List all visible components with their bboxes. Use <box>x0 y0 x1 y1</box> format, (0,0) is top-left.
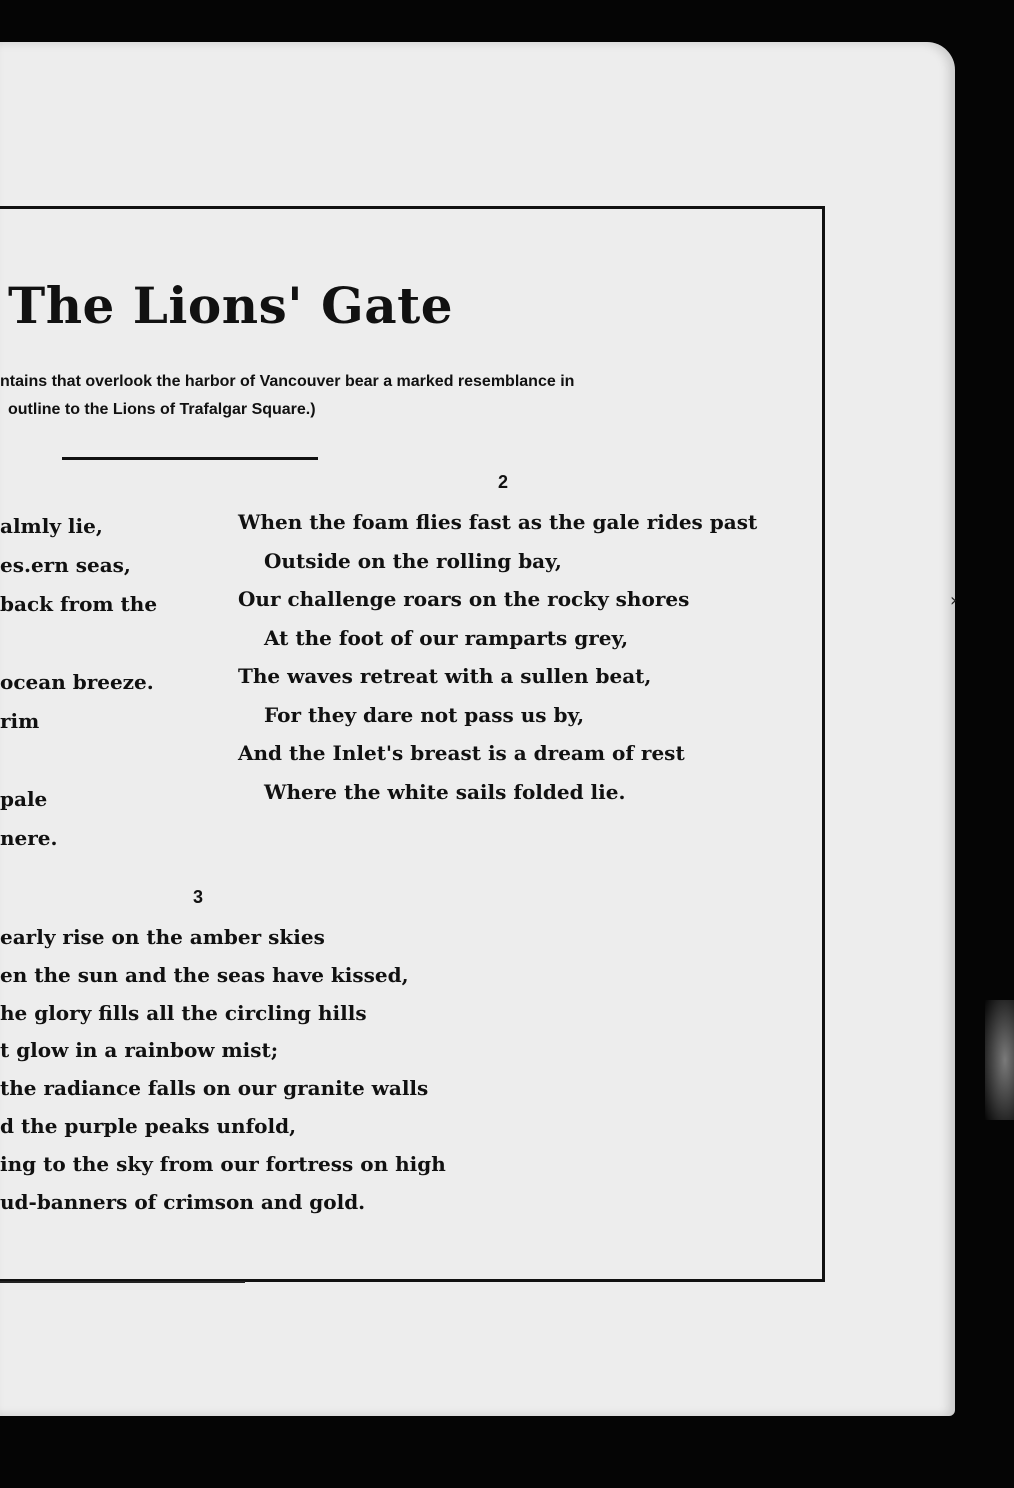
verse-line: For they dare not pass us by, <box>264 702 585 727</box>
verse-line: almly lie, <box>0 514 103 538</box>
verse-line: And the Inlet's breast is a dream of rest <box>238 741 685 765</box>
title-divider <box>62 457 318 460</box>
stanza-1-partial <box>0 507 157 858</box>
verse-line: Our challenge roars on the rocky shores <box>238 587 690 611</box>
verse-line: ud-banners of crimson and gold. <box>0 1189 366 1214</box>
verse-line: Outside on the rolling bay, <box>264 548 562 573</box>
stanza-2 <box>238 503 757 811</box>
verse-line: When the foam flies fast as the gale rides past <box>238 510 758 534</box>
verse-line: ocean breeze. <box>0 670 154 694</box>
poem-title: The Lions' Gate <box>8 276 453 335</box>
verse-line: At the foot of our ramparts grey, <box>264 625 629 650</box>
stanza-3 <box>0 919 446 1221</box>
verse-line: The waves retreat with a sullen beat, <box>238 664 652 688</box>
note-line-2: outline to the Lions of Trafalgar Square.) <box>8 401 316 418</box>
verse-line: pale <box>0 787 48 811</box>
verse-line: he glory fills all the circling hills <box>0 1000 367 1025</box>
verse-line: rim <box>0 709 40 733</box>
stanza-3-number: 3 <box>193 887 204 907</box>
poem-note <box>0 368 574 424</box>
verse-line: es.ern seas, <box>0 553 131 577</box>
verse-line: Where the white sails folded lie. <box>264 779 626 804</box>
scan-smudge <box>985 1000 1014 1120</box>
verse-line <box>0 741 157 780</box>
page-edge-mark: › <box>950 590 958 611</box>
verse-line: nere. <box>0 826 58 850</box>
verse-line: t glow in a rainbow mist; <box>0 1038 279 1063</box>
verse-line: d the purple peaks unfold, <box>0 1113 297 1138</box>
verse-line <box>0 624 157 663</box>
frame-inner-line <box>0 1281 245 1283</box>
verse-line: the radiance falls on our granite walls <box>0 1076 429 1101</box>
verse-line: en the sun and the seas have kissed, <box>0 962 409 987</box>
verse-line: ing to the sky from our fortress on high <box>0 1151 446 1176</box>
verse-line: back from the <box>0 592 158 616</box>
note-line-1: ntains that overlook the harbor of Vancouver bear a marked resemblance in <box>0 373 575 390</box>
stanza-2-number: 2 <box>498 472 509 492</box>
verse-line: early rise on the amber skies <box>0 925 325 949</box>
